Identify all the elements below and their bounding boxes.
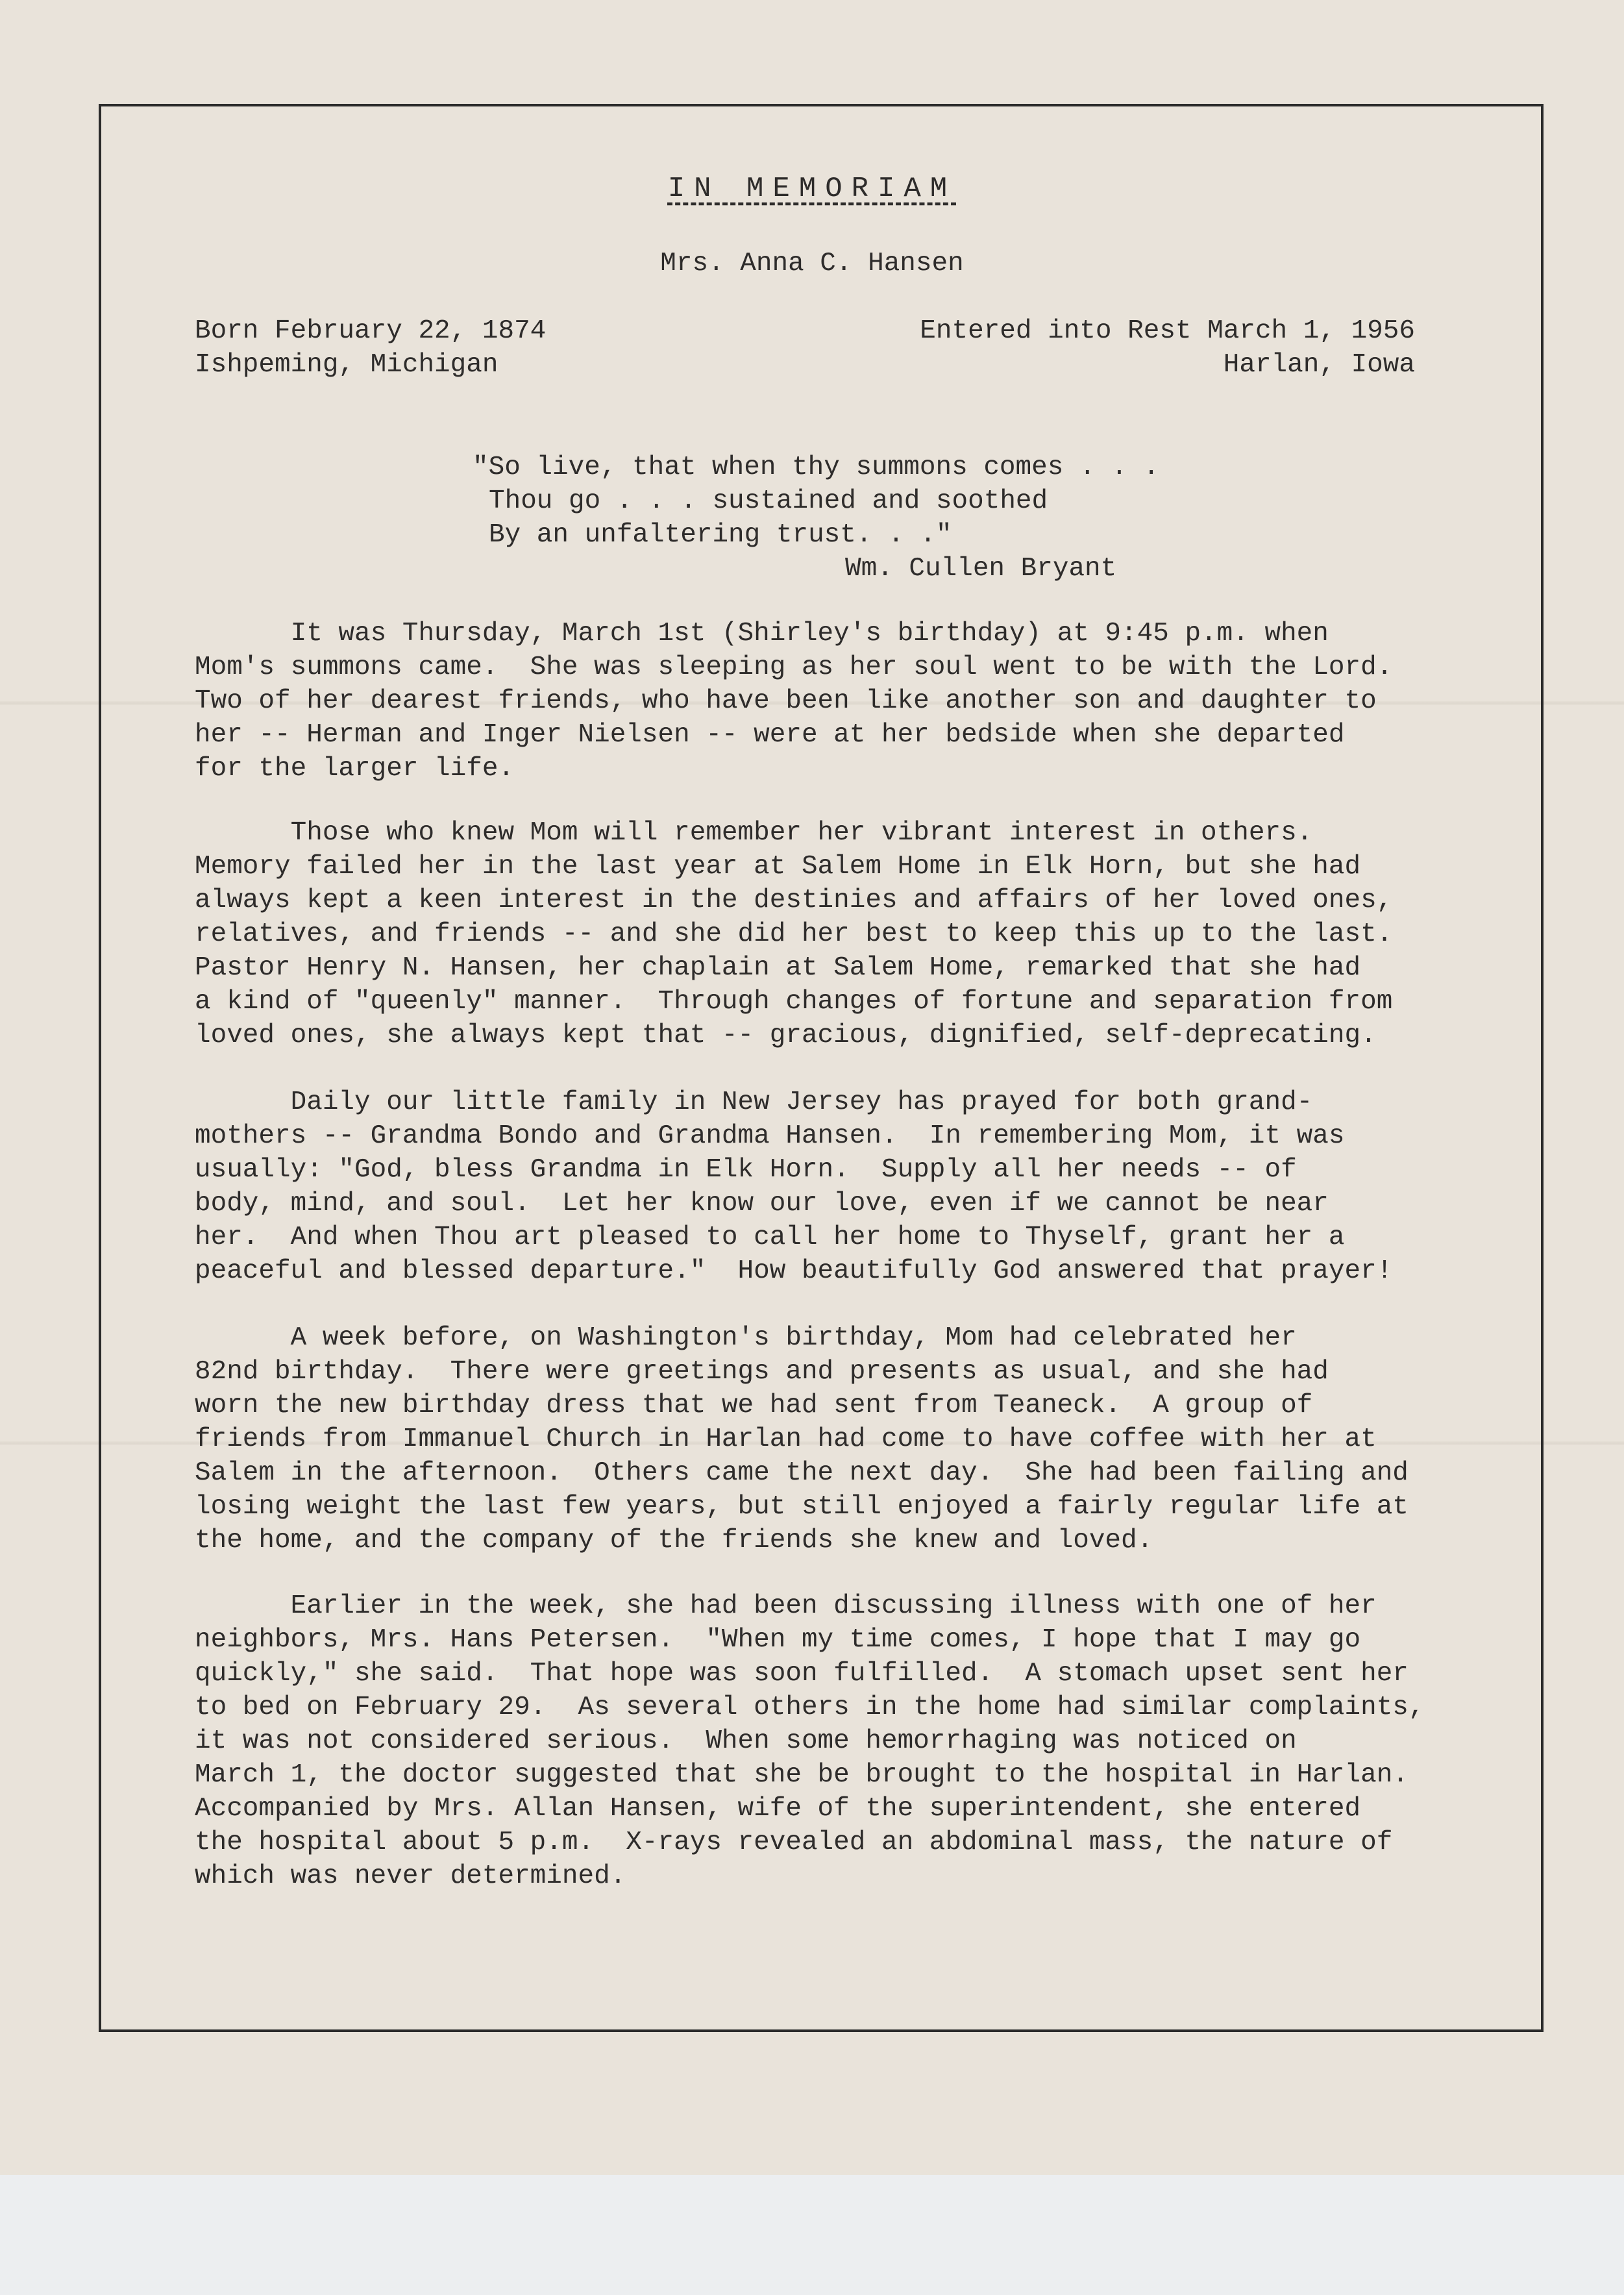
paragraph-line: quickly," she said. That hope was soon fulfilled. A stomach upset sent her xyxy=(195,1659,1409,1689)
paragraph-line: a kind of "queenly" manner. Through changes of fortune and separation from xyxy=(195,987,1393,1017)
paragraph-line: Two of her dearest friends, who have been like another son and daughter to xyxy=(195,686,1377,716)
paragraph xyxy=(195,1085,1486,1288)
paragraph-line: worn the new birthday dress that we had sent from Teaneck. A group of xyxy=(195,1391,1313,1420)
born-place: Ishpeming, Michigan xyxy=(195,350,498,380)
paragraph-line: the hospital about 5 p.m. X-rays revealed an abdominal mass, the nature of xyxy=(195,1828,1393,1857)
paragraph-line: body, mind, and soul. Let her know our love, even if we cannot be near xyxy=(195,1189,1329,1219)
paragraph xyxy=(195,816,1486,1052)
deceased-name: Mrs. Anna C. Hansen xyxy=(660,249,964,279)
paragraph-line: to bed on February 29. As several others in the home had similar complaints, xyxy=(195,1693,1425,1722)
paragraph-line: loved ones, she always kept that -- gracious, dignified, self-deprecating. xyxy=(195,1021,1377,1050)
paragraph-line: her -- Herman and Inger Nielsen -- were at her bedside when she departed xyxy=(195,720,1345,750)
paragraph xyxy=(195,1321,1486,1557)
paragraph-line: Mom's summons came. She was sleeping as her soul went to be with the Lord. xyxy=(195,652,1393,682)
paragraph-line: peaceful and blessed departure." How beautifully God answered that prayer! xyxy=(195,1256,1393,1286)
quote-line: Thou go . . . sustained and soothed xyxy=(489,486,1048,516)
paragraph-line: It was Thursday, March 1st (Shirley's birthday) at 9:45 p.m. when xyxy=(195,619,1329,649)
paragraph-line: always kept a keen interest in the destinies and affairs of her loved ones, xyxy=(195,886,1393,915)
paragraph-line: A week before, on Washington's birthday, Mom had celebrated her xyxy=(195,1323,1297,1353)
paragraph-line: relatives, and friends -- and she did her best to keep this up to the last. xyxy=(195,919,1393,949)
paragraph-line: it was not considered serious. When some hemorrhaging was noticed on xyxy=(195,1726,1297,1756)
born-date: Born February 22, 1874 xyxy=(195,316,547,346)
paragraph-line: usually: "God, bless Grandma in Elk Horn. Supply all her needs -- of xyxy=(195,1155,1297,1185)
paragraph-line: for the larger life. xyxy=(195,754,515,784)
paragraph-line: her. And when Thou art pleased to call her home to Thyself, grant her a xyxy=(195,1222,1345,1252)
paragraph-line: Accompanied by Mrs. Allan Hansen, wife of the superintendent, she entered xyxy=(195,1794,1361,1824)
rest-place: Harlan, Iowa xyxy=(1223,350,1415,380)
quote-line: By an unfaltering trust. . ." xyxy=(489,520,952,550)
quote-line: "So live, that when thy summons comes . . . xyxy=(473,453,1159,482)
document-title: IN MEMORIAM xyxy=(667,173,957,205)
rest-date: Entered into Rest March 1, 1956 xyxy=(920,316,1415,346)
scan-background xyxy=(0,2175,1624,2295)
paragraph-line: the home, and the company of the friends she knew and loved. xyxy=(195,1526,1153,1556)
paragraph-line: mothers -- Grandma Bondo and Grandma Hansen. In remembering Mom, it was xyxy=(195,1121,1345,1151)
paragraph-line: losing weight the last few years, but still enjoyed a fairly regular life at xyxy=(195,1492,1409,1522)
paragraph-line: Those who knew Mom will remember her vibrant interest in others. xyxy=(195,818,1313,848)
paragraph xyxy=(195,617,1486,786)
paragraph-line: Daily our little family in New Jersey has prayed for both grand- xyxy=(195,1087,1313,1117)
paragraph-line: Salem in the afternoon. Others came the next day. She had been failing and xyxy=(195,1458,1409,1488)
paragraph-line: friends from Immanuel Church in Harlan had come to have coffee with her at xyxy=(195,1424,1377,1454)
paragraph-line: Pastor Henry N. Hansen, her chaplain at Salem Home, remarked that she had xyxy=(195,953,1361,983)
paragraph-line: 82nd birthday. There were greetings and presents as usual, and she had xyxy=(195,1357,1329,1387)
paragraph-line: which was never determined. xyxy=(195,1861,626,1891)
paragraph-line: Earlier in the week, she had been discussing illness with one of her xyxy=(195,1591,1377,1621)
paragraph-line: Memory failed her in the last year at Salem Home in Elk Horn, but she had xyxy=(195,852,1361,882)
paragraph xyxy=(195,1589,1486,1893)
paragraph-line: March 1, the doctor suggested that she be brought to the hospital in Harlan. xyxy=(195,1760,1409,1790)
quote-author: Wm. Cullen Bryant xyxy=(845,554,1117,584)
paragraph-line: neighbors, Mrs. Hans Petersen. "When my time comes, I hope that I may go xyxy=(195,1625,1361,1655)
